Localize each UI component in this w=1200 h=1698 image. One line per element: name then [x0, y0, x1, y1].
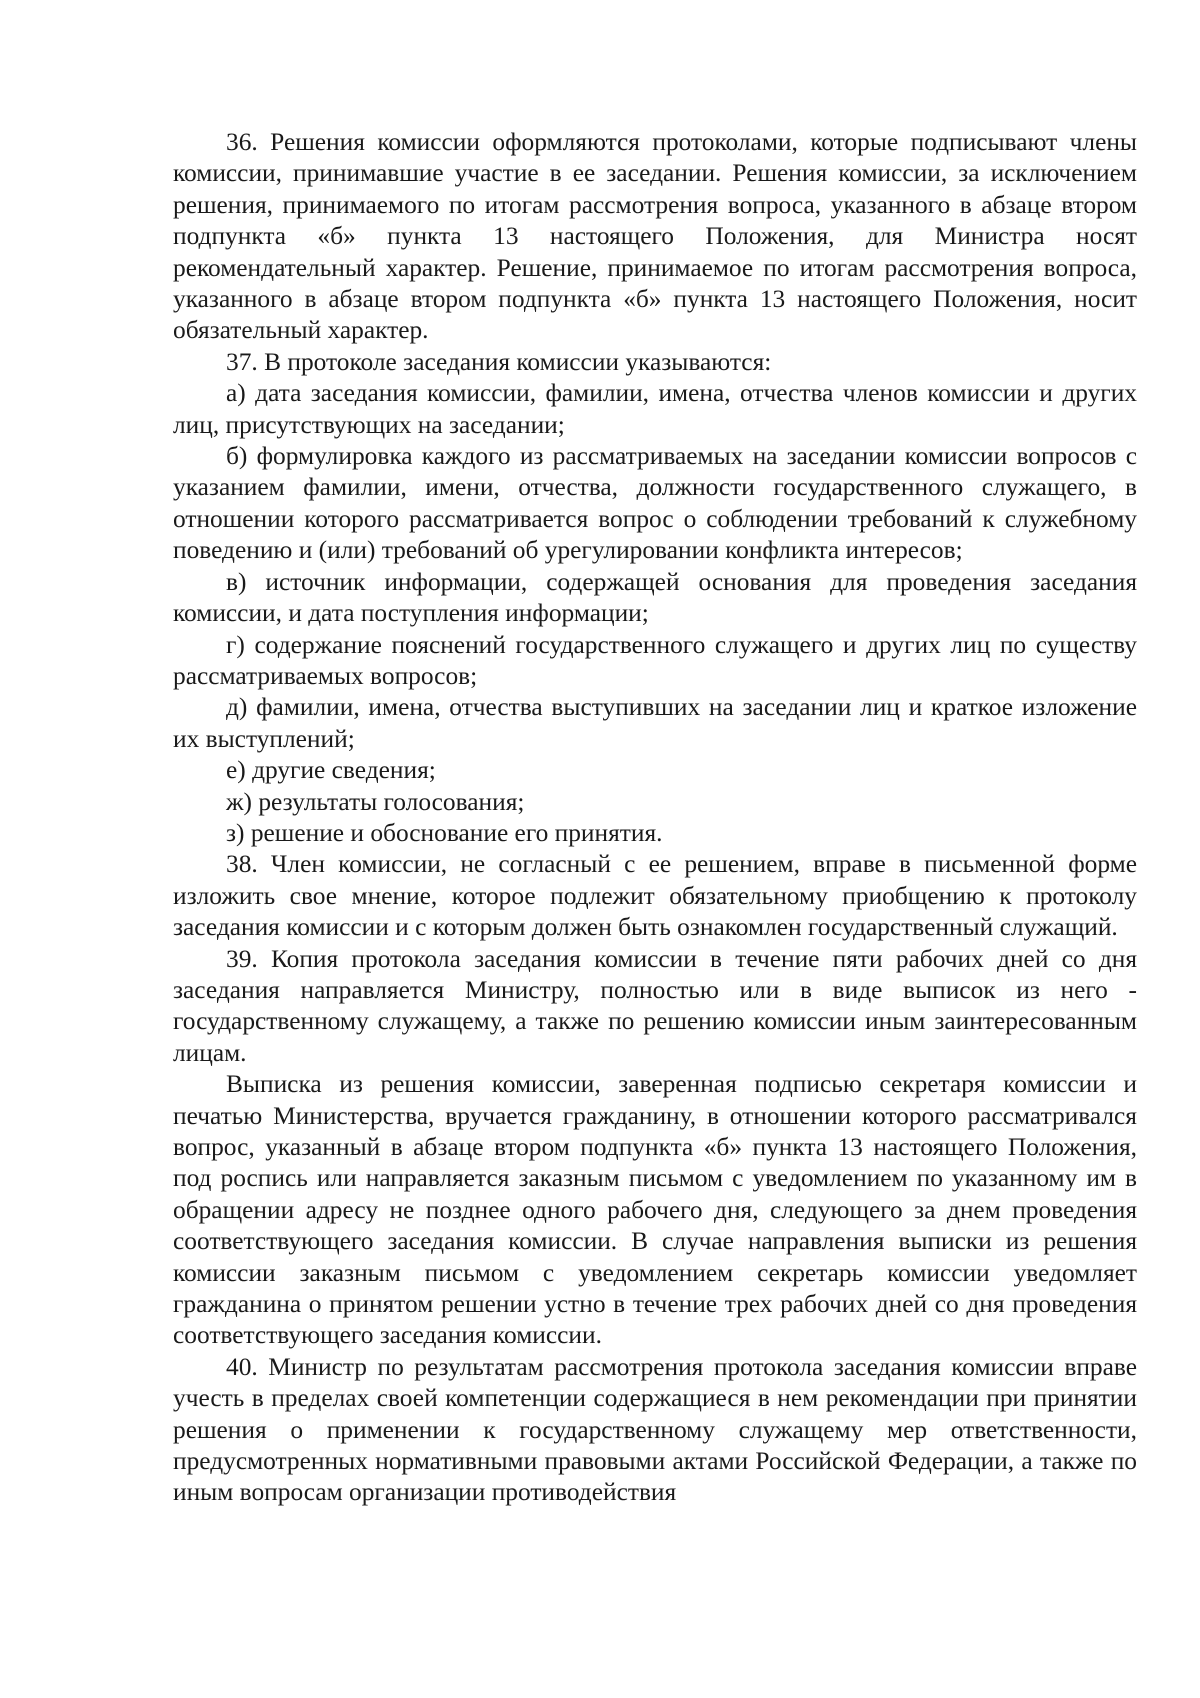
item-d: д) фамилии, имена, отчества выступивших на заседании лиц и краткое изложение их выступлений;: [173, 693, 1137, 753]
item-z: з) решение и обоснование его принятия.: [226, 818, 663, 847]
paragraph-37: 37. В протоколе заседания комиссии указываются:: [226, 347, 772, 376]
paragraph-39-extract: Выписка из решения комиссии, заверенная подписью секретаря комиссии и печатью Министерства, вручается гражданину, в отношении которого рассматривался вопрос, указанный в абзаце втором подпункта «б» пункта 13 настоящего Положения, под роспись или направляется заказным письмом с уведомлением по указанному им в обращении адресу не позднее одного рабочего дня, следующего за днем проведения соответствующего заседания комиссии. В случае направления выписки из решения комиссии заказным письмом с уведомлением секретарь комиссии уведомляет гражданина о принятом решении устно в течение трех рабочих дней со дня проведения соответствующего заседания комиссии.: [173, 1070, 1137, 1350]
paragraph-36: 36. Решения комиссии оформляются протоколами, которые подписывают члены комиссии, принимавшие участие в ее заседании. Решения комиссии, за исключением решения, принимаемого по итогам рассмотрения вопроса, указанного в абзаце втором подпункта «б» пункта 13 настоящего Положения, для Министра носят рекомендательный характер. Решение, принимаемое по итогам рассмотрения вопроса, указанного в абзаце втором подпункта «б» пункта 13 настоящего Положения, носит обязательный характер.: [173, 128, 1137, 345]
item-b: б) формулировка каждого из рассматриваемых на заседании комиссии вопросов с указанием фамилии, имени, отчества, должности государственного служащего, в отношении которого рассматривается вопрос о соблюдении требований к служебному поведению и (или) требований об урегулировании конфликта интересов;: [173, 442, 1137, 565]
item-a: а) дата заседания комиссии, фамилии, имена, отчества членов комиссии и других лиц, присутствующих на заседании;: [173, 379, 1137, 439]
item-zh: ж) результаты голосования;: [226, 787, 525, 816]
item-g: г) содержание пояснений государственного служащего и других лиц по существу рассматриваемых вопросов;: [173, 630, 1137, 690]
paragraph-38: 38. Член комиссии, не согласный с ее решением, вправе в письменной форме изложить свое мнение, которое подлежит обязательному приобщению к протоколу заседания комиссии и с которым должен быть ознакомлен государственный служащий.: [173, 850, 1137, 942]
paragraph-39: 39. Копия протокола заседания комиссии в течение пяти рабочих дней со дня заседания направляется Министру, полностью или в виде выписок из него - государственному служащему, а также по решению комиссии иным заинтересованным лицам.: [173, 944, 1137, 1067]
paragraph-40: 40. Министр по результатам рассмотрения протокола заседания комиссии вправе учесть в пределах своей компетенции содержащиеся в нем рекомендации при принятии решения о применении к государственному служащему мер ответственности, предусмотренных нормативными правовыми актами Российской Федерации, а также по иным вопросам организации противодействия: [173, 1352, 1137, 1507]
item-v: в) источник информации, содержащей основания для проведения заседания комиссии, и дата поступления информации;: [173, 567, 1137, 628]
document-body: [173, 127, 1137, 1509]
item-e: е) другие сведения;: [226, 756, 436, 785]
